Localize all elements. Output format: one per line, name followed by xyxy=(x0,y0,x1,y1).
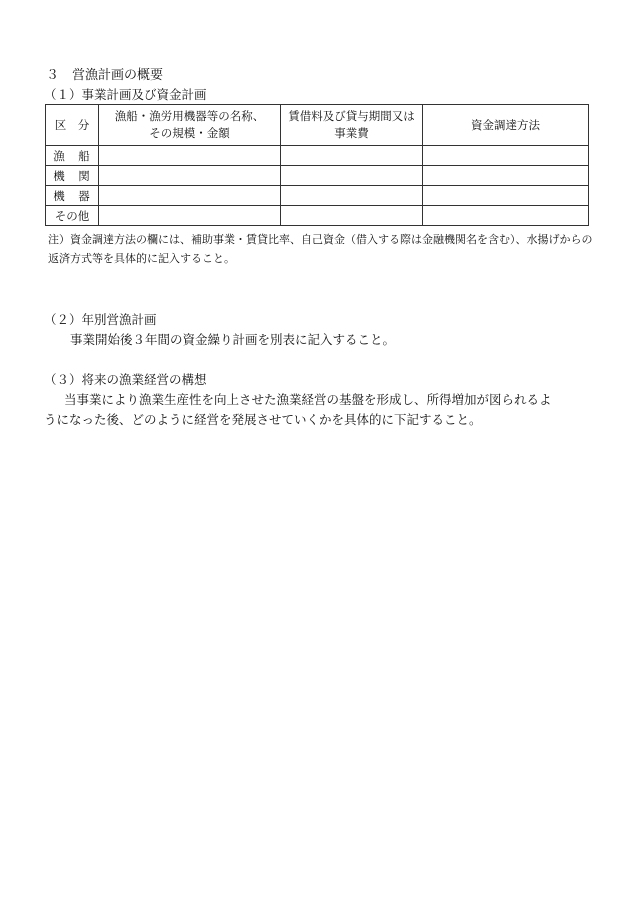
row-label-vessel: 漁 船 xyxy=(46,146,99,166)
table-header-row xyxy=(46,105,589,146)
table-row xyxy=(46,206,589,226)
subsection-3-body-line2: うになった後、どのように経営を発展させていくかを具体的に下記すること。 xyxy=(44,412,482,427)
row-label-equipment: 機 器 xyxy=(46,186,99,206)
table-row xyxy=(46,186,589,206)
table-cell[interactable] xyxy=(99,146,281,166)
table-cell[interactable] xyxy=(281,206,423,226)
subsection-2-body: 事業開始後３年間の資金繰り計画を別表に記入すること。 xyxy=(70,332,396,347)
table-cell[interactable] xyxy=(281,166,423,186)
table-cell[interactable] xyxy=(281,146,423,166)
row-label-engine: 機 関 xyxy=(46,166,99,186)
subsection-1-title: （１）事業計画及び資金計画 xyxy=(44,87,207,102)
table-cell[interactable] xyxy=(423,146,589,166)
subsection-2-title: （２）年別営漁計画 xyxy=(44,312,157,327)
header-funding-method: 資金調達方法 xyxy=(423,105,589,146)
section-title: ３ 営漁計画の概要 xyxy=(46,68,164,83)
table-cell[interactable] xyxy=(99,166,281,186)
subsection-3-body-line1: 当事業により漁業生産性を向上させた漁業経営の基盤を形成し、所得増加が図られるよ xyxy=(64,392,552,407)
header-equipment: 漁船・漁労用機器等の名称、 その規模・金額 xyxy=(99,105,281,146)
table-cell[interactable] xyxy=(281,186,423,206)
row-label-other: その他 xyxy=(46,206,99,226)
table-cell[interactable] xyxy=(423,206,589,226)
table-cell[interactable] xyxy=(423,166,589,186)
subsection-3-title: （３）将来の漁業経営の構想 xyxy=(44,372,207,387)
table-row xyxy=(46,166,589,186)
header-category: 区 分 xyxy=(46,105,99,146)
business-plan-table xyxy=(45,104,589,226)
table-cell[interactable] xyxy=(99,186,281,206)
table-row xyxy=(46,146,589,166)
header-lease-period: 賃借料及び貸与期間又は 事業費 xyxy=(281,105,423,146)
table-cell[interactable] xyxy=(423,186,589,206)
table-note: 注）資金調達方法の欄には、補助事業・賃貸比率、自己資金（借入する際は金融機関名を含む）、水揚げからの返済方式等を具体的に記入すること。 xyxy=(48,233,593,265)
table-cell[interactable] xyxy=(99,206,281,226)
